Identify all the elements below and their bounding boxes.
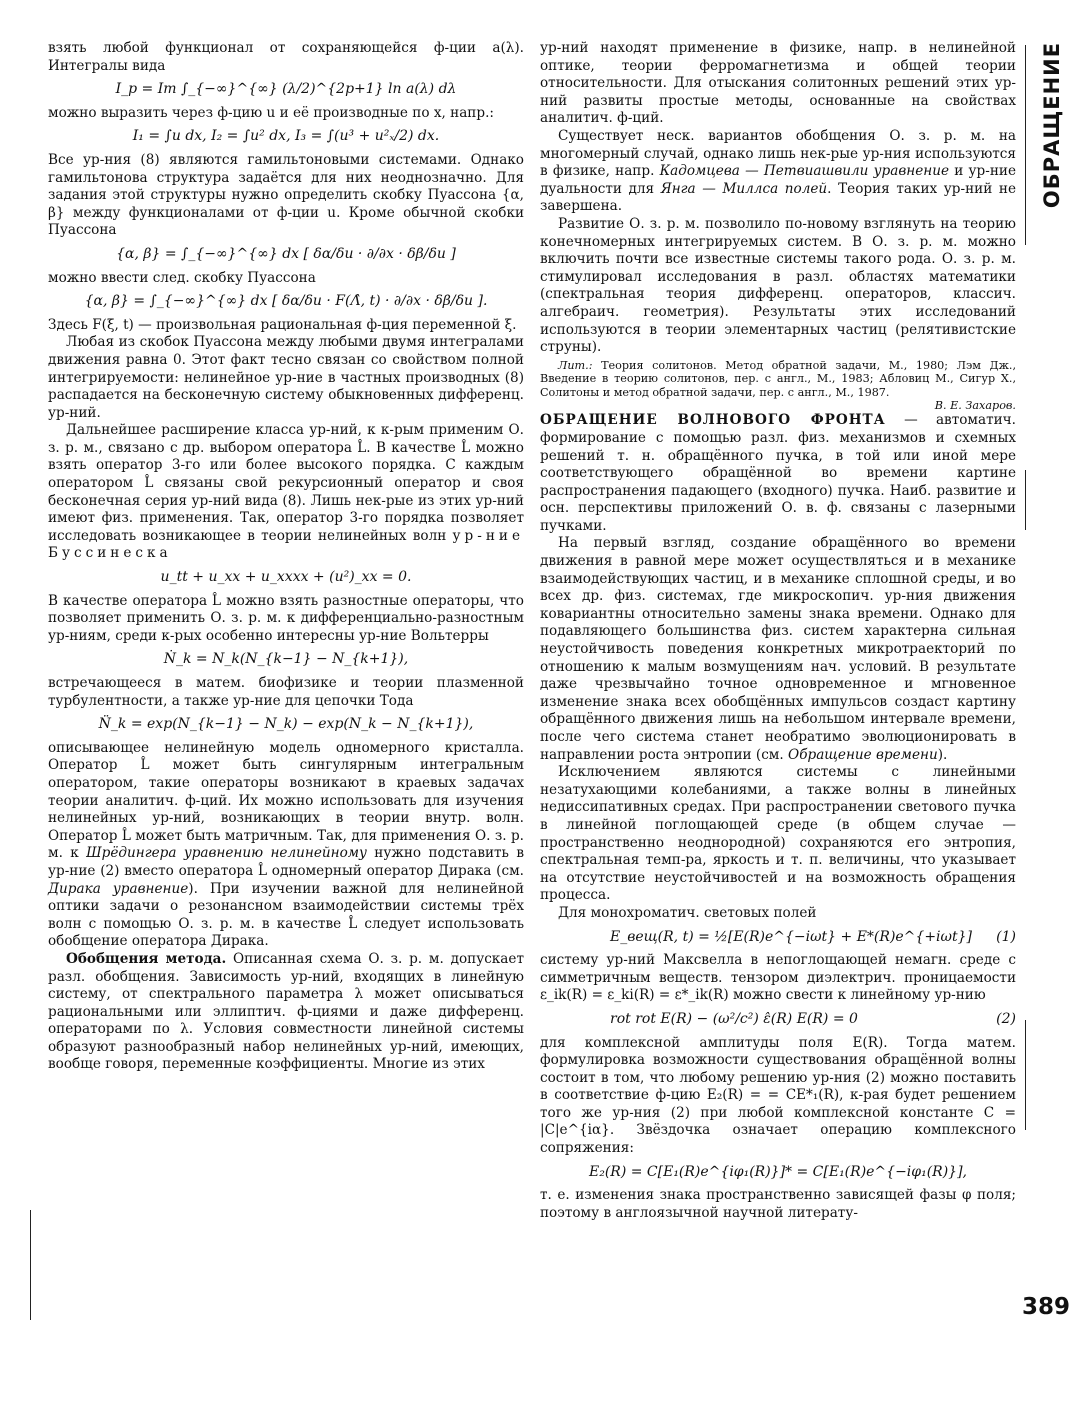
cross-reference: Обращение времени	[788, 746, 938, 763]
paragraph: можно ввести след. скобку Пуассона	[48, 269, 316, 286]
margin-rule	[1025, 1020, 1026, 1130]
paragraph: Все ур-ния (8) являются гамильтоновыми системами. Однако гамильтонова структура задаётся для них неоднозначно. Для задания этой структуры нужно определить скобку Пуассона {α, β} между функционалами от ф-ции u. Кроме обычной скобки Пуассона	[48, 151, 524, 239]
formula: u_tt + u_xx + u_xxxx + (u²)_xx = 0.	[160, 569, 412, 586]
paragraph: Развитие О. з. р. м. позволило по-новому взглянуть на теорию конечномерных интегрируемых систем. В О. з. р. м. можно включить почти все известные системы такого рода. О. з. р. м. стимулировал исследования в разл. областях математики (спектральная теория дифференц. операторов, классич. алгебраич. геометрия). Результаты этих исследований используются в теории элементарных частиц (релятивистские струны).	[540, 215, 1016, 356]
formula: I_p = Im ∫_{−∞}^{∞} (λ/2)^{2p+1} ln a(λ) dλ	[115, 81, 457, 98]
article-heading: ОБРАЩЕНИЕ ВОЛНОВОГО ФРОНТА	[540, 412, 886, 429]
formula: {α, β} = ∫_{−∞}^{∞} dx [ δα/δu · F(Λ̂, t) · ∂/∂x · δβ/δu ].	[84, 293, 488, 310]
author: В. Е. Захаров.	[934, 398, 1016, 412]
cross-reference: Шрёдингера уравнению нелинейному	[86, 845, 367, 862]
text: ).	[937, 746, 948, 763]
paragraph: встречающееся в матем. биофизике и теории плазменной турбулентности, а также ур-ние для цепочки Тода	[48, 675, 524, 709]
paragraph	[540, 412, 1016, 535]
running-head-text: ОБРАЩЕНИЕ	[1040, 41, 1064, 209]
cross-reference: Дирака уравнение	[48, 880, 189, 897]
text: и ур-ние дуальности для	[540, 163, 1016, 197]
text: Существует неск. вариантов обобщения О. з. р. м. на многомерный случай, однако лишь нек-рые ур-ния используются в физике, напр.	[540, 127, 1016, 180]
literature	[540, 359, 1016, 413]
margin-rule	[1025, 470, 1026, 530]
paragraph: ур-ний находят применение в физике, напр. в нелинейной оптике, теории ферромагнетизма и общей теории относительности. Для отыскания солитонных решений этих ур-ний развиты простые методы, основанные на свойствах аналитич. ф-ций.	[540, 40, 1016, 127]
page-number: 389	[1022, 1294, 1071, 1320]
paragraph: для комплексной амплитуды поля E(R). Тогда матем. формулировка возможности существования обращённой волны состоит в том, что любому решению ур-ния (2) можно поставить в соответствие ф-цию E₂(R) = = CE*₁(R), к-рая будет решением того же ур-ния (2) при любой комплексной константе C = |C|e^{iα}. Звёздочка означает операцию комплексного сопряжения:	[540, 1034, 1016, 1157]
paragraph: систему ур-ний Максвелла в непоглощающей немагн. среде с симметричным веществ. тензором диэлектрич. проницаемости ε_ik(R) = ε_ki(R) = ε*_ik(R) можно свести к линейному ур-нию	[540, 952, 1016, 1004]
cross-reference: Янга — Миллса полей	[660, 180, 828, 197]
margin-rule	[30, 1210, 31, 1320]
text: описывающее нелинейную модель одномерного кристалла. Оператор L̂ может быть сингулярным интегральным оператором, такие операторы возникают в краевых задачах теории аналитич. ф-ций. Их можно использовать для изучения нелинейных ур-ний, возникающих в теории внутр. волн. Оператор L̂ может быть матричным. Так, для применения О. з. р. м. к	[48, 739, 524, 862]
text: ). При изучении важной для нелинейной оптики задачи о резонансном взаимодействии системы трёх волн с помощью О. з. р. м. в качестве L̂ следует использовать обобщение оператора Дирака.	[48, 880, 525, 950]
paragraph: Исключением являются системы с линейными незатухающими колебаниями, а также волны в линейных недиссипативных средах. При распространении светового пучка в линейной поглощающей среде (в общем случае — пространственно неоднородной) сохраняются его энтропия, спектральная темп-ра, яркость и т. п. величины, что указывает на отсутствие неустойчивостей и на возможность обращения процесса.	[540, 764, 1016, 904]
formula: Ṅ_k = N_k(N_{k−1} − N_{k+1}),	[163, 651, 409, 668]
equation-2	[540, 1011, 1016, 1029]
paragraph: Для монохроматич. световых полей	[558, 904, 817, 921]
literature-text: Теория солитонов. Метод обратной задачи, М., 1980; Лэм Дж., Введение в теорию солитонов, пер. с англ., М., 1983; Абловиц М., Сигур Х., Солитоны и метод обратной задачи, пер. с англ., М., 1987.	[540, 358, 1017, 399]
paragraph: можно выразить через ф-цию u и её производные по x, напр.:	[48, 104, 494, 121]
paragraph: Любая из скобок Пуассона между любыми двумя интегралами движения равна 0. Этот факт тесно связан со свойством полной интегрируемости: нелинейное ур-ние в частных производных (8) распадается на бесконечную систему обыкновенных дифференц. ур-ний.	[48, 334, 524, 421]
cross-reference: Кадомцева — Петвиашвили уравнение	[659, 163, 950, 180]
text: нужно подставить в ур-ние (2) вместо оператора L̂ одномерный оператор Дирака (см.	[48, 845, 524, 879]
text: Описанная схема О. з. р. м. допускает разл. обобщения. Зависимость ур-ний, входящих в линейную систему, от спектрального параметра λ может описываться рациональными или эллиптич. ф-циями и даже дифференц. операторами по λ. Условия совместности линейной системы образуют разнообразный набор нелинейных ур-ний, имеющих, вообще говоря, переменные коэффициенты. Многие из этих	[48, 950, 524, 1073]
equation-number: (2)	[996, 1010, 1016, 1027]
text: Дальнейшее расширение класса ур-ний, к к-рым применим О. з. р. м., связано с др. выбором оператора L̂. В качестве L̂ можно взять оператор 3-го или более высокого порядка. С каждым оператором L̂ связаны свой рекурсионный оператор и своя бесконечная серия ур-ний вида (8). Лишь нек-рые из этих ур-ний имеют физ. применения. Так, оператор 3-го порядка позволяет исследовать возникающее в теории нелинейных волн	[48, 422, 524, 544]
text: . Теория таких ур-ний не завершена.	[540, 180, 1016, 215]
text: — автоматич. формирование с помощью разл. физ. механизмов и схемных решений т. н. обращённого пучка, в той или иной мере соответствующего обращённой во времени картине распространения падающего (входного) пучка. Наиб. развитие и осн. перспективы приложений О. в. ф. связаны с лазерными пучками.	[540, 412, 1016, 534]
formula: N̈_k = exp(N_{k−1} − N_k) − exp(N_k − N_{k+1}),	[98, 716, 474, 733]
left-column	[48, 40, 524, 1074]
formula: {α, β} = ∫_{−∞}^{∞} dx [ δα/δu · ∂/∂x · δβ/δu ]	[116, 245, 456, 262]
section-heading: Обобщения метода.	[66, 950, 227, 967]
formula: I₁ = ∫u dx, I₂ = ∫u² dx, I₃ = ∫(u³ + u²ₓ/2) dx.	[132, 128, 440, 145]
term: ур-ние Буссинеска	[48, 527, 524, 562]
right-column	[540, 40, 1016, 1222]
equation-1	[540, 929, 1016, 947]
equation-number: (1)	[996, 928, 1016, 945]
paragraph	[540, 128, 1016, 216]
paragraph: т. е. изменения знака пространственно зависящей фазы φ поля; поэтому в англоязычной научной литерату-	[540, 1187, 1016, 1221]
formula: rot rot E(R) − (ω²/c²) ε̂(R) E(R) = 0	[610, 1010, 858, 1027]
paragraph: В качестве оператора L̂ можно взять разностные операторы, что позволяет применить О. з. р. м. к дифференциально-разностным ур-ниям, среди к-рых особенно интересны ур-ние Вольтерры	[48, 592, 524, 644]
paragraph: Здесь F(ξ, t) — произвольная рациональная ф-ция переменной ξ.	[48, 316, 517, 333]
margin-rule	[1025, 45, 1026, 245]
paragraph	[48, 740, 524, 951]
literature-label: Лит.:	[558, 358, 593, 372]
text: На первый взгляд, создание обращённого во времени движения в равной мере может осуществляться и в механике взаимодействующих частиц, и в механике сплошной среды, и во всех др. физ. системах, где микроскопич. ур-ния движения ковариантны относительно замены знака времени. Однако для подавляющего большинства физ. систем характерна сильная неустойчивость поведения конкретных микротраекторий по отношению к малым возмущениям нач. условий. В результате даже чрезвычайно точное одновременное и мгновенное изменение знака всех обобщённых импульсов создаст картину обращённого движения лишь на небольшом интервале времени, после чего система станет необратимо эволюционировать в направлении роста энтропии (см.	[540, 535, 1016, 763]
formula: E_вещ(R, t) = ½[E(R)e^{−iωt} + E*(R)e^{+iωt}]	[610, 928, 972, 945]
formula: E₂(R) = C[E₁(R)e^{iφ₁(R)}]* = C[E₁(R)e^{−iφ₁(R)}],	[589, 1163, 967, 1180]
paragraph	[540, 535, 1016, 764]
running-head	[1032, 40, 1072, 210]
paragraph: взять любой функционал от сохраняющейся ф-ции a(λ). Интегралы вида	[48, 40, 524, 74]
paragraph	[48, 951, 524, 1074]
paragraph	[48, 422, 524, 563]
